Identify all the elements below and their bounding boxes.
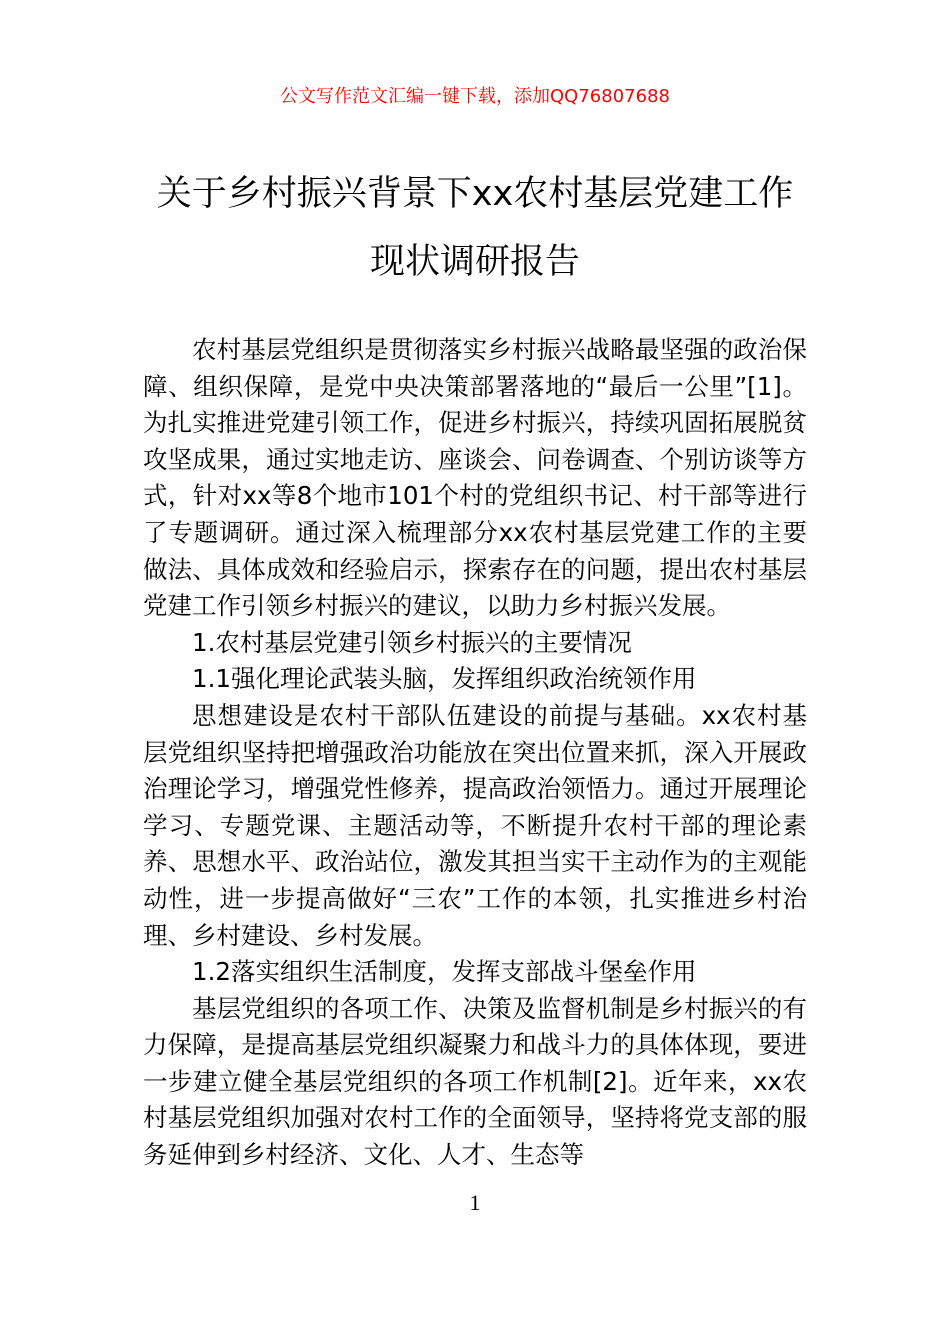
subsection-heading-1-1: 1.1强化理论武装头脑，发挥组织政治统领作用 (192, 664, 697, 694)
section-heading-1: 1.农村基层党建引领乡村振兴的主要情况 (192, 627, 632, 657)
page-number: 1 (469, 1190, 481, 1215)
intro-paragraph: 农村基层党组织是贯彻落实乡村振兴战略最坚强的政治保障、组织保障，是党中央决策部署落地的“最后一公里”[1]。为扎实推进党建引领工作，促进乡村振兴，持续巩固拓展脱贫攻坚成果，通过实地走访、座谈会、问卷调查、个别访谈等方式，针对xx等8个地市101个村的党组织书记、村干部等进行了专题调研。通过深入梳理部分xx农村基层党建工作的主要做法、具体成效和经验启示，探索存在的问题，提出农村基层党建工作引领乡村振兴的建议，以助力乡村振兴发展。 (143, 335, 807, 621)
document-title-line-2: 现状调研报告 (369, 242, 580, 282)
body-paragraph-1-2: 基层党组织的各项工作、决策及监督机制是乡村振兴的有力保障，是提高基层党组织凝聚力和战斗力的具体体现，要进一步建立健全基层党组织的各项工作机制[2]。近年来，xx农村基层党组织加强对农村工作的全面领导，坚持将党支部的服务延伸到乡村经济、文化、人才、生态等 (143, 993, 807, 1170)
body-paragraph-1-1: 思想建设是农村干部队伍建设的前提与基础。xx农村基层党组织坚持把增强政治功能放在突出位置来抓，深入开展政治理论学习，增强党性修养，提高政治领悟力。通过开展理论学习、专题党课、主题活动等，不断提升农村干部的理论素养、思想水平、政治站位，激发其担当实干主动作为的主观能动性，进一步提高做好“三农”工作的本领，扎实推进乡村治理、乡村建设、乡村发展。 (143, 700, 807, 950)
subsection-heading-1-2: 1.2落实组织生活制度，发挥支部战斗堡垒作用 (192, 957, 697, 987)
download-notice: 公文写作范文汇编一键下载，添加QQ76807688 (280, 86, 670, 107)
document-title-line-1: 关于乡村振兴背景下xx农村基层党建工作 (156, 174, 794, 214)
document-body (143, 332, 807, 1174)
